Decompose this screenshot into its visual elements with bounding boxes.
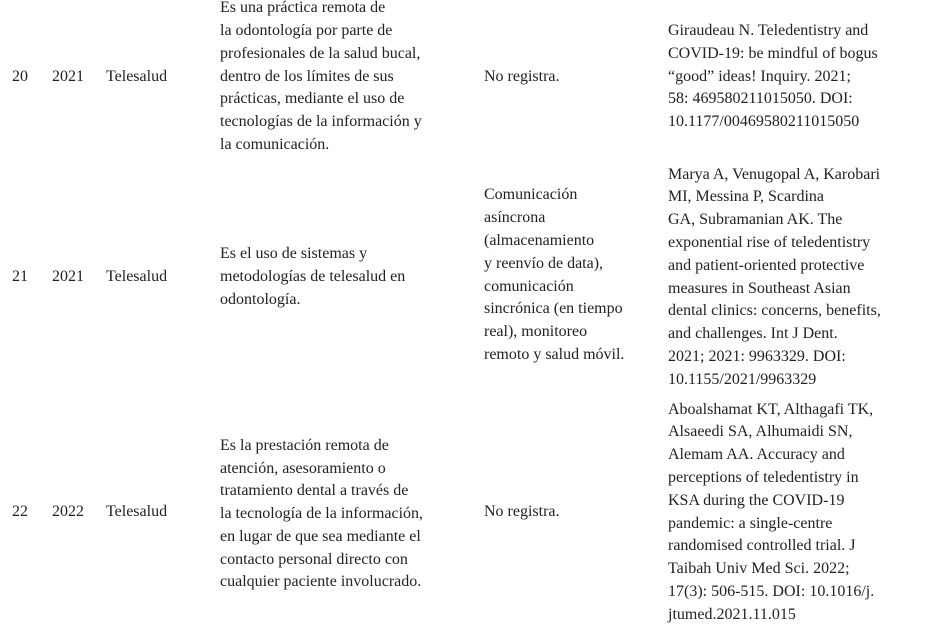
- definition-line: tratamiento dental a través de: [220, 482, 409, 500]
- term: Telesalud: [106, 67, 168, 85]
- definition-line: Es una práctica remota de: [220, 0, 386, 17]
- reference-line: 58: 469580211015050. DOI:: [668, 90, 853, 108]
- row-number: 22: [12, 503, 28, 521]
- table-row: [0, 0, 930, 161]
- row-number-cell: [12, 396, 42, 629]
- definition-line: Es la prestación remota de: [220, 436, 389, 454]
- reference-line: perceptions of teledentistry in: [668, 468, 859, 486]
- modality-text: [484, 184, 624, 366]
- modality-line: Comunicación: [484, 186, 578, 204]
- reference-line: pandemic: a single-centre: [668, 514, 833, 532]
- reference-line: GA, Subramanian AK. The: [668, 211, 843, 229]
- modality-line: remoto y salud móvil.: [484, 345, 625, 363]
- table-row: [0, 161, 930, 394]
- modality-line: No registra.: [484, 67, 560, 85]
- term-cell: [106, 0, 216, 161]
- table-row: [0, 396, 930, 629]
- reference-line: Marya A, Venugopal A, Karobari: [668, 165, 881, 183]
- reference-line: 2021; 2021: 9963329. DOI:: [668, 347, 846, 365]
- year: 2021: [52, 67, 84, 85]
- modality-line: No registra.: [484, 503, 560, 521]
- reference-line: measures in Southeast Asian: [668, 279, 851, 297]
- reference-line: Taibah Univ Med Sci. 2022;: [668, 560, 850, 578]
- definition-line: metodologías de telesalud en: [220, 268, 406, 286]
- reference-text: [668, 399, 874, 627]
- reference-text: [668, 164, 881, 392]
- modality-text: [484, 501, 560, 524]
- definition-line: Es el uso de sistemas y: [220, 245, 368, 263]
- definition-line: prácticas, mediante el uso de: [220, 90, 405, 108]
- definition-line: en lugar de que sea mediante el: [220, 527, 421, 545]
- reference-line: dental clinics: concerns, benefits,: [668, 302, 881, 320]
- definition-text: [220, 0, 422, 157]
- year-cell: [52, 396, 102, 629]
- reference-line: KSA during the COVID-19: [668, 491, 845, 509]
- reference-cell: [668, 161, 930, 394]
- definition-cell: [220, 161, 480, 394]
- modality-line: real), monitoreo: [484, 323, 588, 341]
- reference-line: 10.1155/2021/9963329: [668, 370, 817, 388]
- modality-text: [484, 66, 560, 89]
- term: Telesalud: [106, 268, 168, 286]
- row-number: 21: [12, 268, 28, 286]
- year: 2022: [52, 503, 84, 521]
- modality-cell: [484, 396, 664, 629]
- definition-cell: [220, 0, 480, 161]
- reference-line: exponential rise of teledentistry: [668, 233, 871, 251]
- reference-line: MI, Messina P, Scardina: [668, 188, 824, 206]
- reference-line: Aboalshamat KT, Althagafi TK,: [668, 400, 874, 418]
- reference-line: 10.1177/00469580211015050: [668, 113, 860, 131]
- year-cell: [52, 0, 102, 161]
- reference-text: [668, 20, 878, 134]
- modality-line: (almacenamiento: [484, 231, 595, 249]
- definition-cell: [220, 398, 480, 631]
- reference-cell: [668, 0, 930, 161]
- year: 2021: [52, 268, 84, 286]
- term: Telesalud: [106, 503, 168, 521]
- definition-text: [220, 243, 405, 311]
- reference-line: 17(3): 506-515. DOI: 10.1016/j.: [668, 582, 875, 600]
- modality-line: sincrónica (en tiempo: [484, 300, 623, 318]
- reference-line: and challenges. Int J Dent.: [668, 325, 838, 343]
- modality-line: asíncrona: [484, 209, 546, 227]
- reference-line: and patient-oriented protective: [668, 256, 865, 274]
- reference-line: “good” ideas! Inquiry. 2021;: [668, 67, 851, 85]
- modality-line: y reenvío de data),: [484, 254, 604, 272]
- year-cell: [52, 161, 102, 394]
- row-number-cell: [12, 0, 42, 161]
- definition-line: cualquier paciente involucrado.: [220, 573, 422, 591]
- reference-line: jtumed.2021.11.015: [668, 605, 796, 623]
- modality-line: comunicación: [484, 277, 574, 295]
- definition-line: odontología.: [220, 290, 301, 308]
- definition-text: [220, 435, 423, 595]
- reference-cell: [668, 396, 930, 629]
- definition-line: contacto personal directo con: [220, 550, 408, 568]
- definition-line: la comunicación.: [220, 135, 330, 153]
- term-cell: [106, 396, 216, 629]
- definition-line: tecnologías de la información y: [220, 113, 422, 131]
- definition-line: atención, asesoramiento o: [220, 459, 386, 477]
- reference-line: Giraudeau N. Teledentistry and: [668, 22, 869, 39]
- row-number-cell: [12, 161, 42, 394]
- reference-line: COVID-19: be mindful of bogus: [668, 44, 878, 62]
- term-cell: [106, 161, 216, 394]
- modality-cell: [484, 159, 664, 392]
- reference-line: randomised controlled trial. J: [668, 537, 856, 555]
- definition-line: la tecnología de la información,: [220, 505, 424, 523]
- definition-line: dentro de los límites de sus: [220, 67, 394, 85]
- modality-cell: [484, 0, 664, 161]
- reference-line: Alsaeedi SA, Alhumaidi SN,: [668, 423, 853, 441]
- definition-line: profesionales de la salud bucal,: [220, 44, 421, 62]
- row-number: 20: [12, 67, 28, 85]
- definition-line: la odontología por parte de: [220, 22, 393, 39]
- reference-line: Alemam AA. Accuracy and: [668, 446, 845, 464]
